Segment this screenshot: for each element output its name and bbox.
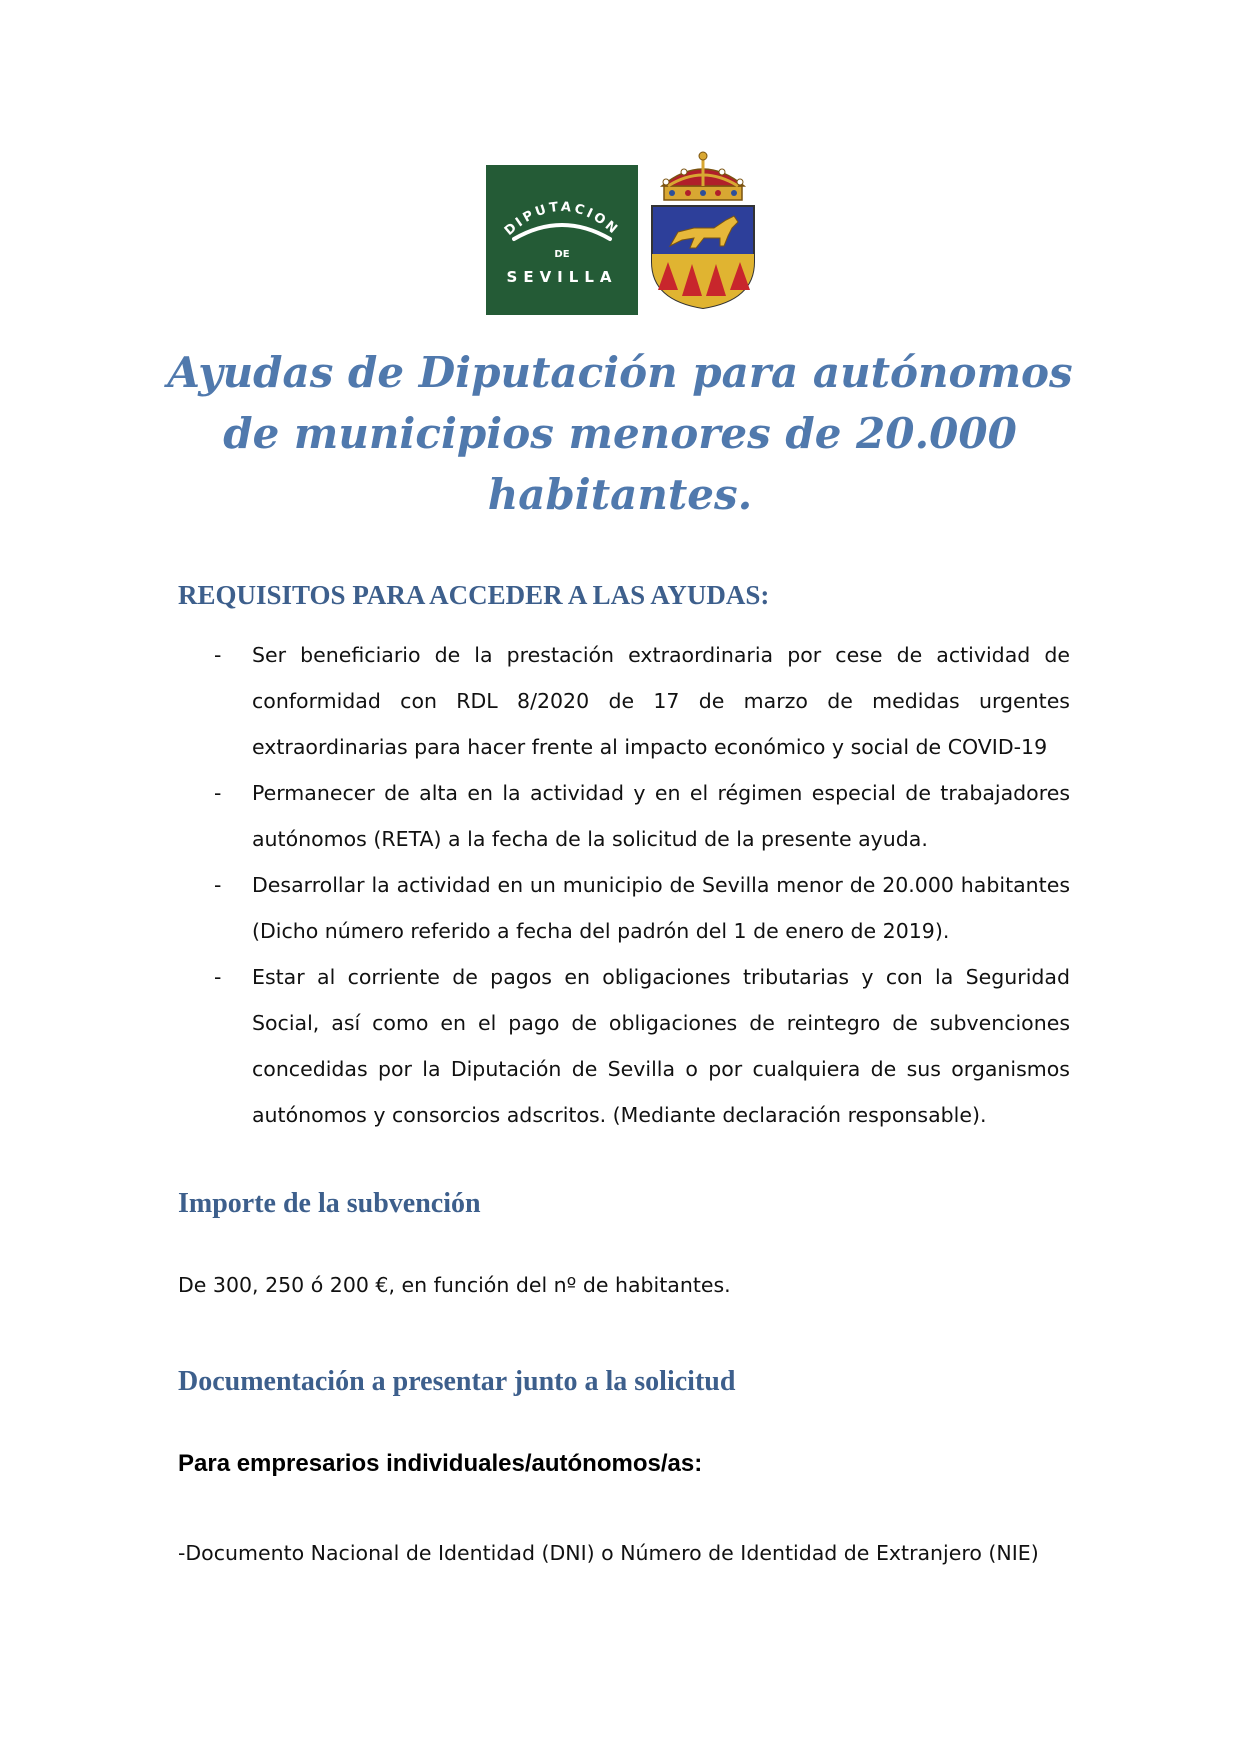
list-item	[178, 862, 1070, 954]
list-item-text: Estar al corriente de pagos en obligaciones tributarias y con la Seguridad Social, así como en el pago de obligaciones de reintegro de subvenciones concedidas por la Diputación de Sevilla o por cualquiera de sus organismos autónomos y consorcios adscritos. (Mediante declaración responsable).	[252, 965, 1070, 1127]
requisitos-heading: REQUISITOS PARA ACCEDER A LAS AYUDAS:	[178, 580, 770, 610]
diputacion-sevilla-logo	[486, 165, 638, 315]
list-item-text: Ser beneficiario de la prestación extraordinaria por cese de actividad de conformidad con RDL 8/2020 de 17 de marzo de medidas urgentes extraordinarias para hacer frente al impacto económico y social de COVID-19	[252, 643, 1070, 759]
importe-text: De 300, 250 ó 200 €, en función del nº de habitantes.	[178, 1273, 731, 1297]
logo-text-de: DE	[554, 249, 570, 260]
documentacion-item: -Documento Nacional de Identidad (DNI) o Número de Identidad de Extranjero (NIE)	[178, 1541, 1039, 1565]
logos-header	[486, 150, 762, 320]
bullet-dash: -	[214, 873, 222, 897]
bullet-dash: -	[214, 643, 222, 667]
list-item	[178, 632, 1070, 770]
diputacion-logo-graphic	[486, 165, 638, 315]
list-item	[178, 954, 1070, 1138]
svg-text:DIPUTACION	[502, 200, 622, 239]
municipal-coat-of-arms-icon	[644, 150, 762, 310]
importe-heading: Importe de la subvención	[178, 1188, 481, 1219]
documentacion-subheading: Para empresarios individuales/autónomos/as:	[178, 1450, 703, 1477]
logo-text-sevilla: SEVILLA	[506, 268, 618, 286]
page-title: Ayudas de Diputación para autónomos de municipios menores de 20.000 habitantes.	[167, 348, 1073, 519]
list-item	[178, 770, 1070, 862]
crown-icon	[662, 152, 744, 200]
documentacion-heading: Documentación a presentar junto a la solicitud	[178, 1366, 736, 1397]
list-item-text: Permanecer de alta en la actividad y en el régimen especial de trabajadores autónomos (RETA) a la fecha de la solicitud de la presente ayuda.	[252, 781, 1070, 851]
bullet-dash: -	[214, 781, 222, 805]
requisitos-list	[178, 632, 1070, 1138]
bullet-dash: -	[214, 965, 222, 989]
list-item-text: Desarrollar la actividad en un municipio de Sevilla menor de 20.000 habitantes (Dicho número referido a fecha del padrón del 1 de enero de 2019).	[252, 873, 1070, 943]
logo-text-diputacion: DIPUTACION	[501, 199, 623, 239]
shield-icon	[652, 206, 754, 308]
